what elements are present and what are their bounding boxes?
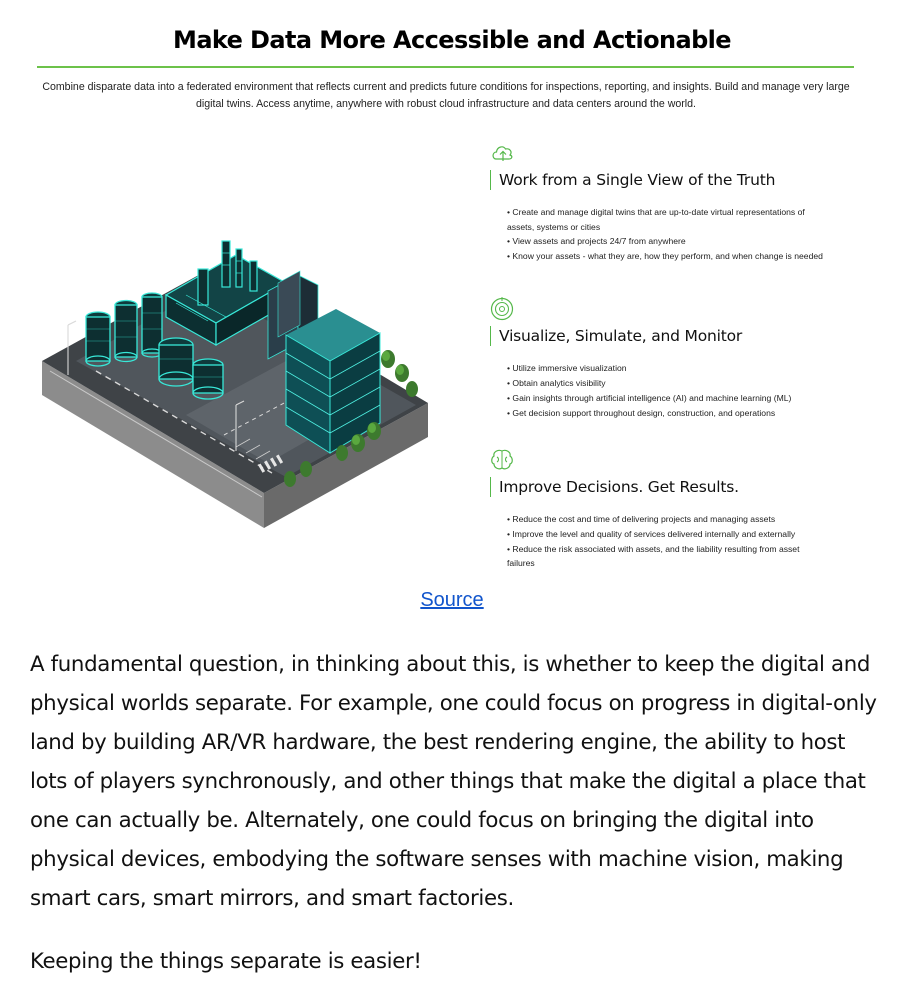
brain-icon	[490, 448, 516, 472]
body-paragraph: Keeping the things separate is easier!	[30, 949, 422, 974]
feature-heading: Visualize, Simulate, and Monitor	[490, 326, 742, 346]
monitor-target-icon	[490, 297, 516, 321]
feature-heading: Improve Decisions. Get Results.	[490, 477, 739, 497]
feature-bullet-list	[507, 361, 825, 421]
feature-bullet: • Utilize immersive visualization	[507, 361, 825, 376]
source-link[interactable]: Source	[420, 589, 484, 611]
feature-bullet: • Obtain analytics visibility	[507, 376, 825, 391]
feature-bullet: • Know your assets - what they are, how they perform, and when change is needed	[507, 249, 825, 264]
figure-title: Make Data More Accessible and Actionable	[173, 26, 731, 54]
feature-bullet: • Improve the level and quality of services delivered internally and externally	[507, 527, 825, 542]
feature-heading: Work from a Single View of the Truth	[490, 170, 775, 190]
feature-bullet: • Get decision support throughout design, construction, and operations	[507, 406, 825, 421]
feature-bullet-list	[507, 512, 825, 571]
feature-bullet: • Reduce the risk associated with assets, and the liability resulting from asset failures	[507, 542, 825, 571]
title-divider	[37, 66, 854, 68]
feature-bullet: • Reduce the cost and time of delivering projects and managing assets	[507, 512, 825, 527]
feature-bullet: • Create and manage digital twins that are up-to-date virtual representations of assets, systems or cities	[507, 205, 825, 234]
figure-intro: Combine disparate data into a federated environment that reflects current and predicts future conditions for inspections, reporting, and insights. Build and manage very large digital twins. Access anytime, anywhere with robust cloud infrastructure and data centers around the world.	[42, 81, 850, 110]
feature-bullet-list	[507, 205, 825, 264]
digital-twin-factory-illustration	[36, 225, 436, 535]
body-paragraph: A fundamental question, in thinking about this, is whether to keep the digital and physical worlds separate. For example, one could focus on progress in digital-only land by building AR/VR hardware, the best rendering engine, the ability to host lots of players synchronously, and other things that make the digital a place that one can actually be. Alternately, one could focus on bringing the digital into physical devices, embodying the software senses with machine vision, making smart cars, smart mirrors, and smart factories.	[30, 652, 877, 911]
feature-bullet: • View assets and projects 24/7 from anywhere	[507, 234, 825, 249]
feature-bullet: • Gain insights through artificial intelligence (AI) and machine learning (ML)	[507, 391, 825, 406]
cloud-upload-icon	[490, 141, 516, 165]
